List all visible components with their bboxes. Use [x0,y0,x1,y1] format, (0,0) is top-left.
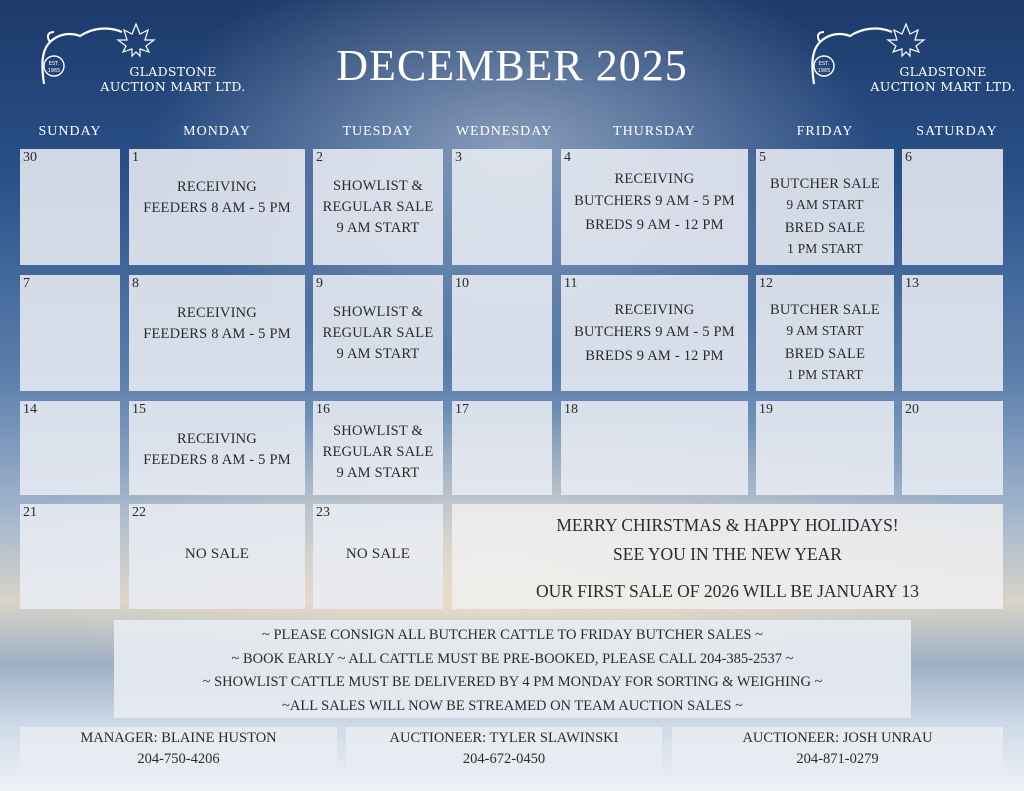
holiday-line2: SEE YOU IN THE NEW YEAR [613,544,842,564]
day-events [313,544,443,565]
contact-manager [20,727,337,772]
logo-name-line1: GLADSTONE [899,64,987,79]
contact-auctioneer-1 [346,727,662,772]
event-line: BRED SALE [784,220,866,236]
svg-text:1965: 1965 [47,68,61,74]
day-cell [20,401,120,495]
note-line: ~ PLEASE CONSIGN ALL BUTCHER CATTLE TO FRIDAY BUTCHER SALES ~ [262,627,763,643]
event-line: BUTCHERS 9 AM - 5 PM [574,193,735,209]
day-number: 21 [23,505,37,520]
event-line: NO SALE [345,546,411,562]
event-line: BREDS 9 AM - 12 PM [585,217,724,233]
note-line: ~ALL SALES WILL NOW BE STREAMED ON TEAM AUCTION SALES ~ [282,697,743,714]
day-number: 3 [455,150,462,165]
day-number: 6 [905,150,912,165]
day-cell [129,401,305,495]
day-number: 23 [316,505,330,520]
day-number: 8 [132,276,139,291]
day-number: 30 [23,150,37,165]
event-line: RECEIVING [177,179,257,195]
day-cell [20,275,120,391]
day-number: 5 [759,150,766,165]
day-cell [129,149,305,265]
holiday-line3: OUR FIRST SALE OF 2026 WILL BE JANUARY 13 [535,581,920,601]
day-cell [313,149,443,265]
event-line: 9 AM START [336,346,420,362]
day-cell [561,275,748,391]
day-number: 4 [564,150,571,165]
day-events [561,299,748,367]
event-line: 1 PM START [787,367,863,382]
event-line: REGULAR SALE [322,444,434,460]
day-cell [452,149,552,265]
day-cell [902,275,1003,391]
day-number: 12 [759,276,773,291]
logo-name-line2: AUCTION MART LTD. [870,79,1016,94]
day-number: 17 [455,402,469,417]
holiday-line1: MERRY CHIRSTMAS & HAPPY HOLIDAYS! [556,515,899,535]
note-line: ~ BOOK EARLY ~ ALL CATTLE MUST BE PRE-BOOKED, PLEASE CALL 204-385-2537 ~ [231,650,794,667]
contact-phone: 204-672-0450 [462,751,546,767]
svg-text:1965: 1965 [817,68,831,74]
day-events [129,177,305,219]
day-cell [452,401,552,495]
day-cell [452,275,552,391]
event-line: SHOWLIST & [333,423,423,439]
day-cell [561,149,748,265]
day-events [313,421,443,484]
event-line: RECEIVING [614,171,695,187]
event-line: BUTCHER SALE [770,302,880,318]
contact-phone: 204-750-4206 [137,751,220,767]
logo-left [36,22,246,102]
day-number: 16 [316,402,330,417]
day-cell [313,401,443,495]
logo-name-line2: AUCTION MART LTD. [100,79,246,94]
day-number: 9 [316,276,323,291]
event-line: 1 PM START [787,241,863,256]
svg-text:EST.: EST. [48,61,60,67]
day-cell [313,275,443,391]
day-number: 2 [316,150,323,165]
day-events [313,176,443,239]
event-line: 9 AM START [786,197,864,212]
svg-text:EST.: EST. [818,61,830,67]
dow-wednesday: WEDNESDAY [455,124,553,139]
event-line: NO SALE [184,546,250,562]
day-cell [902,149,1003,265]
event-line: FEEDERS 8 AM - 5 PM [143,326,291,342]
day-events [756,174,894,259]
contact-phone: 204-871-0279 [796,751,879,767]
event-line: BRED SALE [784,346,866,362]
day-cell [756,275,894,391]
event-line: FEEDERS 8 AM - 5 PM [143,200,291,216]
event-line: REGULAR SALE [322,199,434,215]
event-line: RECEIVING [177,431,257,447]
day-cell [756,149,894,265]
day-cell [20,149,120,265]
contact-auctioneer-2 [672,727,1003,772]
notes-panel [114,620,911,718]
page-title: DECEMBER 2025 [336,41,688,90]
logo-name-line1: GLADSTONE [129,64,217,79]
event-line: SHOWLIST & [333,178,423,194]
event-line: 9 AM START [336,465,420,481]
event-line: REGULAR SALE [322,325,434,341]
dow-friday: FRIDAY [796,124,854,139]
holiday-message [452,504,1003,609]
event-line: RECEIVING [614,302,695,318]
day-events [129,544,305,565]
event-line: RECEIVING [177,305,257,321]
day-cell [902,401,1003,495]
day-number: 11 [564,276,578,291]
day-events [756,300,894,385]
dow-saturday: SATURDAY [916,124,998,139]
day-events [129,429,305,471]
day-cell [561,401,748,495]
day-events [129,303,305,345]
event-line: FEEDERS 8 AM - 5 PM [143,452,291,468]
day-number: 14 [23,402,37,417]
day-cell [20,504,120,609]
event-line: 9 AM START [336,220,420,236]
event-line: SHOWLIST & [333,304,423,320]
event-line: BREDS 9 AM - 12 PM [585,348,724,364]
day-number: 10 [455,276,469,291]
logo-text [78,64,268,94]
day-number: 18 [564,402,578,417]
day-cell [129,275,305,391]
event-line: 9 AM START [786,323,864,338]
day-cell [129,504,305,609]
day-number: 22 [132,505,146,520]
event-line: BUTCHERS 9 AM - 5 PM [574,324,735,340]
day-number: 19 [759,402,773,417]
contact-role: MANAGER: BLAINE HUSTON [80,730,277,746]
dow-tuesday: TUESDAY [342,124,414,139]
contact-role: AUCTIONEER: JOSH UNRAU [742,730,933,746]
event-line: BUTCHER SALE [770,176,880,192]
contact-role: AUCTIONEER: TYLER SLAWINSKI [389,730,619,746]
dow-monday: MONDAY [183,124,251,139]
dow-thursday: THURSDAY [613,124,696,139]
day-events [313,302,443,365]
day-number: 15 [132,402,146,417]
dow-sunday: SUNDAY [38,124,102,139]
day-events [561,168,748,236]
logo-text [848,64,1024,94]
day-cell [756,401,894,495]
day-number: 7 [23,276,30,291]
logo-right [806,22,1016,102]
day-number: 13 [905,276,919,291]
note-line: ~ SHOWLIST CATTLE MUST BE DELIVERED BY 4 PM MONDAY FOR SORTING & WEIGHING ~ [202,674,823,690]
day-cell [313,504,443,609]
day-number: 20 [905,402,919,417]
day-number: 1 [132,150,139,165]
